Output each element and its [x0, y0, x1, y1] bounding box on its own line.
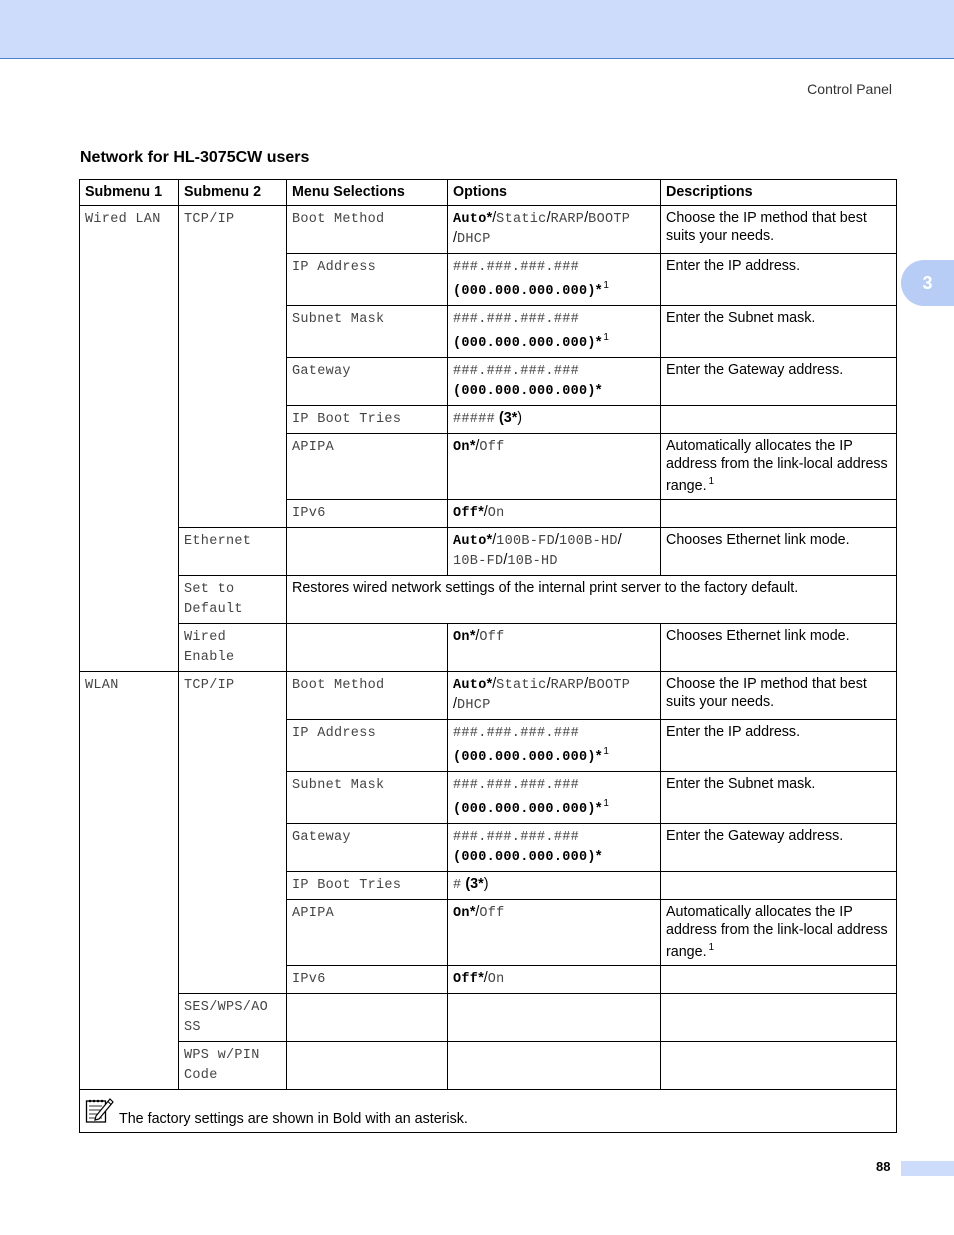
- footnote-ref: 1: [708, 476, 715, 487]
- option-mask: ###.###.###.###: [453, 778, 580, 793]
- menu-selection-cell: [287, 528, 448, 576]
- note-text: The factory settings are shown in Bold with an asterisk.: [119, 1111, 468, 1127]
- default-option: 3: [503, 410, 512, 426]
- submenu2-label: TCP/IP: [184, 678, 235, 693]
- option: Static: [496, 678, 547, 693]
- column-header: Submenu 2: [179, 180, 287, 206]
- option: 10B-FD: [453, 554, 504, 569]
- option: Off: [479, 906, 505, 921]
- option: DHCP: [456, 698, 491, 713]
- submenu2-label: Ethernet: [184, 534, 252, 549]
- option: RARP: [550, 212, 585, 227]
- table-row: [80, 576, 897, 624]
- option: 100B-HD: [558, 534, 618, 549]
- default-option: On: [453, 440, 470, 455]
- chapter-tab: 3: [901, 260, 954, 306]
- default-option: (000.000.000.000): [453, 284, 596, 299]
- description-cell: Choose the IP method that best suits your needs.: [661, 206, 897, 254]
- default-option: (000.000.000.000): [453, 336, 596, 351]
- default-option: Auto: [453, 212, 487, 227]
- default-option: Off: [453, 972, 479, 987]
- table-row: IP Address ###.###.###.### (000.000.000.000)* $^1$ Enter the IP address.: [80, 720, 897, 772]
- option: BOOTP: [588, 212, 631, 227]
- table-row: Subnet Mask ###.###.###.### (000.000.000.000)* $^1$ Enter the Subnet mask.: [80, 306, 897, 358]
- default-option: Auto: [453, 534, 487, 549]
- page-number: 88: [876, 1159, 891, 1174]
- default-option: Auto: [453, 678, 487, 693]
- submenu2-label: TCP/IP: [184, 212, 235, 227]
- description-cell: [661, 1042, 897, 1090]
- submenu1-label: WLAN: [85, 678, 119, 693]
- table-row: IP Address ###.###.###.### (000.000.000.000)* $^1$ Enter the IP address.: [80, 254, 897, 306]
- table-row: APIPA On*/Off Automatically allocates the IP address from the link-local address range. $^1$: [80, 434, 897, 500]
- option: 10B-HD: [507, 554, 558, 569]
- submenu1-label: Wired LAN: [85, 212, 161, 227]
- column-header: Menu Selections: [287, 180, 448, 206]
- menu-selection-label: IP Address: [292, 726, 377, 741]
- description-cell: Chooses Ethernet link mode.: [661, 528, 897, 576]
- option-mask: #: [453, 878, 462, 893]
- description-cell: [661, 500, 897, 528]
- option-mask: ###.###.###.###: [453, 312, 580, 327]
- description-cell: Enter the Subnet mask.: [661, 772, 897, 824]
- menu-selection-label: Subnet Mask: [292, 778, 385, 793]
- submenu2-label: Set to: [184, 582, 235, 597]
- options-cell: Auto*/Static/RARP/BOOTP /DHCP: [448, 206, 661, 254]
- description-text: Automatically allocates the IP address from the link-local address range.: [666, 904, 888, 960]
- menu-selection-label: IP Boot Tries: [292, 412, 402, 427]
- note-pencil-icon: [85, 1096, 115, 1129]
- submenu2-label: Default: [184, 602, 243, 617]
- column-header: Options: [448, 180, 661, 206]
- table-row: IP Boot Tries # (3*): [80, 872, 897, 900]
- description-cell: Enter the Subnet mask.: [661, 306, 897, 358]
- section-label: Control Panel: [807, 81, 892, 97]
- menu-selection-label: IP Boot Tries: [292, 878, 402, 893]
- menu-selection-label: APIPA: [292, 440, 335, 455]
- default-option: On: [453, 906, 470, 921]
- table-row: Ethernet Auto*/100B-FD/100B-HD/ 10B-FD/10B-HD Chooses Ethernet link mode.: [80, 528, 897, 576]
- option-mask: #####: [453, 412, 496, 427]
- options-cell: [448, 994, 661, 1042]
- page-heading: Network for HL-3075CW users: [80, 149, 310, 166]
- submenu2-label: SS: [184, 1020, 201, 1035]
- submenu2-label: WPS w/PIN: [184, 1048, 260, 1063]
- menu-selection-label: Boot Method: [292, 678, 385, 693]
- table-row: [80, 994, 897, 1042]
- option-mask: ###.###.###.###: [453, 726, 580, 741]
- footnote-ref: 1: [708, 942, 715, 953]
- submenu2-label: Code: [184, 1068, 218, 1083]
- description-cell: Enter the Gateway address.: [661, 824, 897, 872]
- description-cell: [661, 872, 897, 900]
- menu-selection-label: IP Address: [292, 260, 377, 275]
- option: On: [487, 506, 505, 521]
- option: Off: [479, 630, 505, 645]
- option-mask: ###.###.###.###: [453, 364, 580, 379]
- note-cell: [80, 1090, 897, 1133]
- footnote-ref: 1: [603, 280, 609, 291]
- table-row: Wired Enable On*/Off Chooses Ethernet link mode.: [80, 624, 897, 672]
- footnote-ref: 1: [603, 332, 609, 343]
- default-option: On: [453, 630, 470, 645]
- option-mask: ###.###.###.###: [453, 830, 580, 845]
- default-option: Off: [453, 506, 479, 521]
- menu-selection-cell: [287, 994, 448, 1042]
- submenu2-cell: [179, 206, 287, 528]
- description-cell: Enter the IP address.: [661, 254, 897, 306]
- options-cell: [448, 1042, 661, 1090]
- description-cell: [661, 994, 897, 1042]
- description-cell: Enter the Gateway address.: [661, 358, 897, 406]
- table-row: Gateway ###.###.###.### (000.000.000.000)* Enter the Gateway address.: [80, 824, 897, 872]
- option: Static: [496, 212, 547, 227]
- description-cell: [661, 966, 897, 994]
- table-row: IPv6 Off*/On: [80, 966, 897, 994]
- menu-selection-label: IPv6: [292, 506, 326, 521]
- description-cell: [661, 900, 897, 966]
- default-option: (000.000.000.000): [453, 802, 596, 817]
- table-row: IPv6 Off*/On: [80, 500, 897, 528]
- option: On: [487, 972, 505, 987]
- menu-selection-cell: [287, 1042, 448, 1090]
- default-option: (000.000.000.000): [453, 850, 596, 865]
- column-header: Descriptions: [661, 180, 897, 206]
- description-cell: Choose the IP method that best suits your needs.: [661, 672, 897, 720]
- table-header-row: [80, 180, 897, 206]
- table-row: [80, 1042, 897, 1090]
- network-settings-table: [79, 179, 897, 1133]
- table-row: APIPA On*/Off Automatically allocates the IP address from the link-local address range. $^1$: [80, 900, 897, 966]
- submenu2-label: SES/WPS/AO: [184, 1000, 269, 1015]
- default-option: (000.000.000.000): [453, 750, 596, 765]
- description-cell: Restores wired network settings of the internal print server to the factory default.: [287, 576, 897, 624]
- description-text: Automatically allocates the IP address from the link-local address range.: [666, 438, 888, 494]
- option: Off: [479, 440, 505, 455]
- menu-selection-label: APIPA: [292, 906, 335, 921]
- table-row: Subnet Mask ###.###.###.### (000.000.000.000)* $^1$ Enter the Subnet mask.: [80, 772, 897, 824]
- default-option: 3: [470, 876, 479, 892]
- column-header: Submenu 1: [80, 180, 179, 206]
- menu-selection-label: IPv6: [292, 972, 326, 987]
- menu-selection-label: Gateway: [292, 830, 351, 845]
- footnote-ref: 1: [603, 798, 609, 809]
- submenu1-cell: [80, 206, 179, 672]
- option: RARP: [550, 678, 585, 693]
- description-cell: [661, 434, 897, 500]
- top-header-band: [0, 0, 954, 59]
- page-number-bar: [901, 1161, 954, 1176]
- submenu2-label: Wired: [184, 630, 227, 645]
- note-row: [80, 1090, 897, 1133]
- table-row: WLAN TCP/IP Boot Method Auto*/Static/RARP/BOOTP /DHCP Choose the IP method that best suits your needs.: [80, 672, 897, 720]
- footnote-ref: 1: [603, 746, 609, 757]
- submenu1-cell: [80, 672, 179, 1090]
- option-mask: ###.###.###.###: [453, 260, 580, 275]
- submenu2-label: Enable: [184, 650, 235, 665]
- option: BOOTP: [588, 678, 631, 693]
- menu-selection-cell: [287, 624, 448, 672]
- description-cell: [661, 406, 897, 434]
- table-row: IP Boot Tries ##### (3*): [80, 406, 897, 434]
- option: 100B-FD: [496, 534, 555, 549]
- menu-selection-label: Gateway: [292, 364, 351, 379]
- option: DHCP: [456, 232, 491, 247]
- submenu2-cell: [179, 672, 287, 994]
- description-cell: Chooses Ethernet link mode.: [661, 624, 897, 672]
- default-option: (000.000.000.000): [453, 384, 596, 399]
- table-row: [80, 206, 897, 254]
- menu-selection-label: Boot Method: [292, 212, 385, 227]
- menu-selection-label: Subnet Mask: [292, 312, 385, 327]
- description-cell: Enter the IP address.: [661, 720, 897, 772]
- menu-selection-cell: [287, 206, 448, 254]
- table-row: Gateway ###.###.###.### (000.000.000.000)* Enter the Gateway address.: [80, 358, 897, 406]
